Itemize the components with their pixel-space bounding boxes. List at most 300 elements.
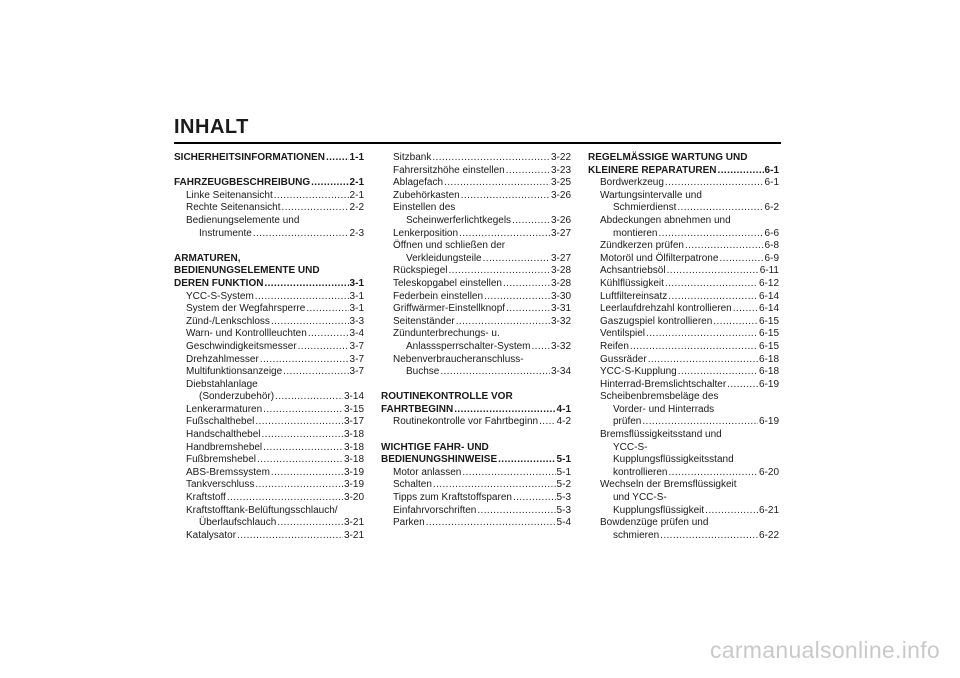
toc-entry-title: Zubehörkasten xyxy=(393,189,460,201)
toc-entry-title: Lenkerarmaturen xyxy=(186,403,263,415)
toc-entry[interactable] xyxy=(381,215,571,228)
toc-entry[interactable] xyxy=(174,391,364,404)
toc-entry-title: Multifunktionsanzeige xyxy=(186,366,283,378)
dot-leader xyxy=(282,202,349,215)
toc-page-number: 3-7 xyxy=(349,353,364,365)
toc-section-heading xyxy=(381,391,571,404)
toc-page-number: 3-7 xyxy=(349,340,364,352)
toc-entry-title: Griffwärmer-Einstellknopf xyxy=(393,303,506,315)
dot-leader xyxy=(432,152,550,165)
toc-entry-title: Seitenständer xyxy=(393,315,455,327)
toc-entry xyxy=(588,492,779,505)
toc-page-number: 3-7 xyxy=(349,366,364,378)
toc-page-number: 3-34 xyxy=(550,366,571,378)
dot-leader xyxy=(271,467,343,480)
dot-leader xyxy=(308,328,349,341)
toc-entry-title: Kupplungsflüssigkeit xyxy=(613,504,705,516)
toc-page-number: 3-19 xyxy=(343,479,364,491)
toc-page-number: 6-22 xyxy=(758,529,779,541)
toc-entry[interactable] xyxy=(174,404,364,417)
dot-leader xyxy=(274,190,349,203)
toc-entry[interactable] xyxy=(588,366,779,379)
toc-page-number: 3-32 xyxy=(550,315,571,327)
toc-entry-title: Zündkerzen prüfen xyxy=(600,240,684,252)
toc-entry-title: Luftfiltereinsatz xyxy=(600,290,668,302)
toc-entry[interactable] xyxy=(174,291,364,304)
toc-page-number: 6-19 xyxy=(758,416,779,428)
dot-leader xyxy=(713,316,758,329)
toc-page-number: 3-27 xyxy=(550,227,571,239)
toc-page-number: 3-26 xyxy=(550,189,571,201)
toc-section-heading xyxy=(174,265,364,278)
toc-entry[interactable] xyxy=(381,165,571,178)
toc-entry[interactable] xyxy=(174,517,364,530)
dot-leader xyxy=(326,152,349,165)
toc-entry-title: Fußschalthebel xyxy=(186,416,255,428)
toc-entry-title: Hinterrad-Bremslichtschalter xyxy=(600,378,727,390)
dot-leader xyxy=(311,177,348,190)
toc-page-number: 6-1 xyxy=(764,164,779,176)
toc-entry-title: Linke Seitenansicht xyxy=(186,189,273,201)
toc-page-number: 5-1 xyxy=(556,466,571,478)
toc-entry xyxy=(588,454,779,467)
dot-leader xyxy=(462,467,555,480)
toc-page-number: 6-1 xyxy=(764,177,779,189)
toc-entry-title: Bordwerkzeug xyxy=(600,177,664,189)
toc-entry[interactable] xyxy=(588,530,779,543)
section-spacer xyxy=(174,165,364,178)
toc-entry[interactable] xyxy=(588,354,779,367)
section-spacer xyxy=(174,240,364,253)
toc-entry-title: Schalten xyxy=(393,479,432,491)
dot-leader xyxy=(237,530,343,543)
toc-entry xyxy=(174,505,364,518)
toc-entry-title: Diebstahlanlage xyxy=(186,378,258,390)
toc-entry xyxy=(381,240,571,253)
toc-entry-title: Abdeckungen abnehmen und xyxy=(600,214,731,226)
toc-entry[interactable] xyxy=(381,190,571,203)
toc-entry-title: YCC-S-Kupplung xyxy=(600,366,677,378)
toc-entry[interactable] xyxy=(174,328,364,341)
toc-entry[interactable] xyxy=(174,202,364,215)
toc-entry-title: BEDIENUNGSHINWEISE xyxy=(381,454,498,466)
toc-entry xyxy=(588,429,779,442)
dot-leader xyxy=(658,228,763,241)
toc-page-number: 6-18 xyxy=(758,353,779,365)
toc-entry[interactable] xyxy=(381,366,571,379)
toc-page-number: 3-27 xyxy=(550,252,571,264)
toc-entry-title: Warn- und Kontrollleuchten xyxy=(186,328,307,340)
toc-entry xyxy=(588,215,779,228)
toc-entry-title: System der Wegfahrsperre xyxy=(186,303,306,315)
toc-entry[interactable] xyxy=(588,240,779,253)
toc-page-number: 4-2 xyxy=(556,416,571,428)
toc-entry[interactable] xyxy=(381,152,571,165)
toc-entry-title: Handbremshebel xyxy=(186,441,263,453)
toc-entry-title: Scheinwerferlichtkegels xyxy=(406,214,512,226)
toc-entry-title: Wartungsintervalle und xyxy=(600,189,702,201)
toc-entry-title: Bowdenzüge prüfen und xyxy=(600,517,709,529)
toc-page-number: 5-4 xyxy=(556,517,571,529)
toc-entry[interactable] xyxy=(174,429,364,442)
toc-section-heading xyxy=(174,253,364,266)
toc-entry xyxy=(381,328,571,341)
toc-page-number: 6-11 xyxy=(759,265,779,277)
dot-leader xyxy=(668,467,758,480)
toc-entry-title: Anlasssperrschalter-System xyxy=(406,340,531,352)
toc-page-number: 6-6 xyxy=(764,227,779,239)
toc-entry-title: ABS-Bremssystem xyxy=(186,466,270,478)
toc-entry-title: Motoröl und Ölfilterpatrone xyxy=(600,252,719,264)
toc-page-number: 3-18 xyxy=(343,441,364,453)
toc-entry-title: Instrumente xyxy=(199,227,252,239)
toc-page-number: 3-32 xyxy=(550,340,571,352)
toc-section-heading[interactable] xyxy=(174,278,364,291)
toc-page-number: 6-12 xyxy=(758,277,779,289)
toc-section-heading[interactable] xyxy=(588,165,779,178)
dot-leader xyxy=(733,303,758,316)
toc-page-number: 3-1 xyxy=(349,303,364,315)
toc-entry[interactable] xyxy=(381,303,571,316)
toc-entry-title: Rückspiegel xyxy=(393,265,448,277)
dot-leader xyxy=(667,265,759,278)
toc-entry xyxy=(588,479,779,492)
toc-entry[interactable] xyxy=(381,341,571,354)
toc-entry-title: Öffnen und schließen der xyxy=(393,240,506,252)
toc-entry-title: Fahrersitzhöhe einstellen xyxy=(393,164,505,176)
toc-page-number: 6-14 xyxy=(758,290,779,302)
toc-entry[interactable] xyxy=(381,479,571,492)
toc-entry[interactable] xyxy=(381,291,571,304)
toc-entry-title: Ventilspiel xyxy=(600,328,646,340)
toc-entry-title: Leerlaufdrehzahl kontrollieren xyxy=(600,303,732,315)
dot-leader xyxy=(461,190,550,203)
dot-leader xyxy=(263,404,343,417)
toc-entry-title: Ablagefach xyxy=(393,177,444,189)
toc-entry[interactable] xyxy=(381,253,571,266)
toc-entry xyxy=(174,215,364,228)
toc-entry-title: Nebenverbraucheranschluss- xyxy=(393,353,524,365)
toc-entry-title: Drehzahlmesser xyxy=(186,353,259,365)
toc-entry-title: Teleskopgabel einstellen xyxy=(393,277,502,289)
toc-page-number: 3-28 xyxy=(550,265,571,277)
dot-leader xyxy=(255,479,343,492)
toc-entry[interactable] xyxy=(174,190,364,203)
toc-page-number: 3-28 xyxy=(550,277,571,289)
dot-leader xyxy=(253,228,349,241)
dot-leader xyxy=(277,517,343,530)
toc-entry[interactable] xyxy=(588,278,779,291)
toc-entry-title: Verkleidungsteile xyxy=(406,252,482,264)
toc-section-heading xyxy=(588,152,779,165)
dot-leader xyxy=(454,404,555,417)
toc-entry[interactable] xyxy=(174,416,364,429)
toc-entry[interactable] xyxy=(588,328,779,341)
toc-entry[interactable] xyxy=(381,517,571,530)
toc-entry-title: Zündunterbrechungs- u. xyxy=(393,328,500,340)
toc-entry-title: Einstellen des xyxy=(393,202,456,214)
toc-entry[interactable] xyxy=(174,479,364,492)
toc-entry-title: YCC-S- xyxy=(613,441,648,453)
toc-entry-title: Katalysator xyxy=(186,529,237,541)
toc-page-number: 3-26 xyxy=(550,214,571,226)
toc-page-number: 6-15 xyxy=(758,328,779,340)
dot-leader xyxy=(306,303,348,316)
toc-page-number: 3-23 xyxy=(550,164,571,176)
dot-leader xyxy=(665,278,758,291)
toc-entry-title: YCC-S-System xyxy=(186,290,254,302)
toc-entry-title: Bremsflüssigkeitsstand und xyxy=(600,429,722,441)
toc-entry-title: Schmierdienst xyxy=(613,202,677,214)
dot-leader xyxy=(275,391,343,404)
toc-entry-title: Achsantriebsöl xyxy=(600,265,666,277)
toc-entry-title: Gussräder xyxy=(600,353,647,365)
toc-entry[interactable] xyxy=(588,379,779,392)
toc-entry-title: DEREN FUNKTION xyxy=(174,277,264,289)
toc-entry xyxy=(174,379,364,392)
toc-page-number: 6-9 xyxy=(764,252,779,264)
toc-page-number: 3-14 xyxy=(343,391,364,403)
toc-page-number: 3-1 xyxy=(349,290,364,302)
toc-page-number: 3-17 xyxy=(343,416,364,428)
toc-entry[interactable] xyxy=(588,228,779,241)
toc-entry[interactable] xyxy=(381,228,571,241)
toc-entry[interactable] xyxy=(588,303,779,316)
toc-entry[interactable] xyxy=(588,253,779,266)
toc-page-number: 5-3 xyxy=(556,492,571,504)
toc-entry[interactable] xyxy=(588,416,779,429)
toc-entry-title: KLEINERE REPARATUREN xyxy=(588,164,717,176)
toc-entry[interactable] xyxy=(174,303,364,316)
toc-entry-title: Lenkerposition xyxy=(393,227,459,239)
toc-entry-title: (Sonderzubehör) xyxy=(199,391,275,403)
title-rule xyxy=(174,142,781,144)
toc-entry-title: REGELMÄSSIGE WARTUNG UND xyxy=(588,152,748,163)
toc-page-number: 6-15 xyxy=(758,340,779,352)
section-spacer xyxy=(381,379,571,392)
dot-leader xyxy=(539,416,555,429)
toc-entry[interactable] xyxy=(174,316,364,329)
toc-entry[interactable] xyxy=(381,505,571,518)
toc-entry xyxy=(381,354,571,367)
toc-entry[interactable] xyxy=(588,467,779,480)
dot-leader xyxy=(283,366,348,379)
toc-entry[interactable] xyxy=(174,228,364,241)
toc-entry-title: schmieren xyxy=(613,529,660,541)
toc-entry[interactable] xyxy=(381,265,571,278)
toc-entry[interactable] xyxy=(174,442,364,455)
dot-leader xyxy=(648,354,758,367)
dot-leader xyxy=(665,177,764,190)
toc-entry-title: Handschalthebel xyxy=(186,429,261,441)
dot-leader xyxy=(506,303,550,316)
toc-entry[interactable] xyxy=(381,492,571,505)
toc-entry-title: Kraftstoff xyxy=(186,492,226,504)
toc-page-number: 6-20 xyxy=(758,466,779,478)
toc-entry[interactable] xyxy=(588,202,779,215)
toc-entry-title: Kupplungsflüssigkeitsstand xyxy=(613,454,734,466)
toc-entry[interactable] xyxy=(381,316,571,329)
dot-leader xyxy=(503,278,550,291)
toc-entry-title: Wechseln der Bremsflüssigkeit xyxy=(600,479,737,491)
toc-page-number: 3-31 xyxy=(550,303,571,315)
toc-entry[interactable] xyxy=(174,492,364,505)
toc-section-heading[interactable] xyxy=(174,152,364,165)
toc-page-number: 4-1 xyxy=(556,403,571,415)
toc-page-number: 6-8 xyxy=(764,240,779,252)
toc-entry-title: Fußbremshebel xyxy=(186,454,257,466)
toc-page-number: 6-2 xyxy=(764,202,779,214)
toc-entry-title: Routinekontrolle vor Fahrtbeginn xyxy=(393,416,539,428)
toc-page-number: 2-1 xyxy=(349,189,364,201)
toc-entry[interactable] xyxy=(174,467,364,480)
dot-leader xyxy=(719,253,763,266)
toc-entry-title: Einfahrvorschriften xyxy=(393,504,477,516)
toc-page-number: 6-19 xyxy=(758,378,779,390)
toc-section-heading[interactable] xyxy=(381,454,571,467)
toc-page-number: 3-21 xyxy=(343,517,364,529)
toc-page-number: 6-14 xyxy=(758,303,779,315)
toc-entry-title: Federbein einstellen xyxy=(393,290,484,302)
toc-page-number: 3-3 xyxy=(349,315,364,327)
toc-entry-title: Buchse xyxy=(406,366,440,378)
dot-leader xyxy=(483,253,550,266)
dot-leader xyxy=(433,479,556,492)
toc-entry-title: Sitzbank xyxy=(393,152,432,163)
toc-page-number: 5-3 xyxy=(556,504,571,516)
toc-entry-title: Scheibenbremsbeläge des xyxy=(600,391,719,403)
toc-entry[interactable] xyxy=(381,278,571,291)
toc-page-number: 3-15 xyxy=(343,403,364,415)
dot-leader xyxy=(512,215,550,228)
section-spacer xyxy=(381,429,571,442)
toc-entry-title: Bedienungselemente und xyxy=(186,214,300,226)
dot-leader xyxy=(498,454,555,467)
toc-entry-title: Kraftstofftank-Belüftungsschlauch/ xyxy=(186,504,338,516)
toc-column-3 xyxy=(588,152,779,542)
dot-leader xyxy=(705,505,758,518)
toc-page-number: 6-18 xyxy=(758,366,779,378)
dot-leader xyxy=(718,165,764,178)
dot-leader xyxy=(646,328,758,341)
toc-entry-title: prüfen xyxy=(613,416,642,428)
toc-page-number: 3-20 xyxy=(343,492,364,504)
dot-leader xyxy=(513,492,556,505)
dot-leader xyxy=(263,442,343,455)
toc-entry[interactable] xyxy=(588,316,779,329)
toc-page-number: 6-21 xyxy=(758,504,779,516)
toc-entry-title: FAHRTBEGINN xyxy=(381,403,454,415)
toc-entry xyxy=(381,202,571,215)
dot-leader xyxy=(262,429,343,442)
toc-page-number: 5-2 xyxy=(556,479,571,491)
toc-entry-title: und YCC-S- xyxy=(613,492,667,504)
toc-entry-title: montieren xyxy=(613,227,658,239)
toc-page-number: 3-25 xyxy=(550,177,571,189)
toc-page-number: 3-1 xyxy=(349,277,364,289)
toc-page-number: 1-1 xyxy=(349,152,364,163)
toc-entry[interactable] xyxy=(588,341,779,354)
toc-entry-title: BEDIENUNGSELEMENTE UND xyxy=(174,265,320,277)
toc-page-number: 3-22 xyxy=(550,152,571,163)
toc-page-number: 3-4 xyxy=(349,328,364,340)
toc-entry[interactable] xyxy=(381,467,571,480)
toc-entry[interactable] xyxy=(588,291,779,304)
toc-column-2 xyxy=(381,152,571,530)
toc-entry-title: Überlaufschlauch xyxy=(199,517,277,529)
toc-entry xyxy=(588,391,779,404)
dot-leader xyxy=(484,291,550,304)
toc-entry xyxy=(588,442,779,455)
toc-page-number: 3-18 xyxy=(343,454,364,466)
dot-leader xyxy=(444,177,550,190)
toc-entry-title: Parken xyxy=(393,517,425,529)
toc-entry-title: Geschwindigkeitsmesser xyxy=(186,340,297,352)
toc-entry[interactable] xyxy=(381,416,571,429)
toc-page-number: 2-1 xyxy=(349,177,364,189)
toc-section-heading[interactable] xyxy=(381,404,571,417)
toc-entry[interactable] xyxy=(588,177,779,190)
dot-leader xyxy=(660,530,758,543)
toc-entry xyxy=(588,404,779,417)
toc-entry-title: WICHTIGE FAHR- UND xyxy=(381,441,489,453)
dot-leader xyxy=(426,517,556,530)
toc-column-1 xyxy=(174,152,364,542)
dot-leader xyxy=(440,366,550,379)
toc-entry-title: Gaszugspiel kontrollieren xyxy=(600,315,713,327)
toc-page-number: 3-19 xyxy=(343,466,364,478)
toc-entry[interactable] xyxy=(174,530,364,543)
toc-entry-title: Reifen xyxy=(600,340,629,352)
dot-leader xyxy=(271,316,349,329)
toc-entry-title: Kühlflüssigkeit xyxy=(600,277,664,289)
watermark: carmanualsonline.info xyxy=(709,637,940,663)
dot-leader xyxy=(677,202,763,215)
dot-leader xyxy=(685,240,764,253)
dot-leader xyxy=(630,341,758,354)
toc-page-number: 3-21 xyxy=(343,529,364,541)
toc-entry[interactable] xyxy=(174,454,364,467)
toc-section-heading[interactable] xyxy=(174,177,364,190)
toc-page-number: 6-15 xyxy=(758,315,779,327)
toc-entry[interactable] xyxy=(588,505,779,518)
toc-entry-title: Motor anlassen xyxy=(393,466,462,478)
page-title: INHALT xyxy=(174,116,249,138)
dot-leader xyxy=(227,492,343,505)
toc-entry-title: ARMATUREN, xyxy=(174,252,241,264)
dot-leader xyxy=(459,228,550,241)
dot-leader xyxy=(506,165,550,178)
dot-leader xyxy=(727,379,758,392)
toc-entry-title: ROUTINEKONTROLLE VOR xyxy=(381,391,513,403)
toc-entry[interactable] xyxy=(174,354,364,367)
toc-entry[interactable] xyxy=(588,265,779,278)
dot-leader xyxy=(255,291,349,304)
toc-entry-title: Tipps zum Kraftstoffsparen xyxy=(393,492,512,504)
toc-entry-title: kontrollieren xyxy=(613,466,668,478)
toc-page-number: 3-30 xyxy=(550,290,571,302)
dot-leader xyxy=(255,416,343,429)
toc-entry[interactable] xyxy=(381,177,571,190)
toc-entry[interactable] xyxy=(174,366,364,379)
dot-leader xyxy=(477,505,555,518)
toc-entry xyxy=(588,190,779,203)
toc-page-number: 2-3 xyxy=(349,227,364,239)
dot-leader xyxy=(298,341,349,354)
toc-entry-title: Rechte Seitenansicht xyxy=(186,202,281,214)
toc-entry[interactable] xyxy=(174,341,364,354)
toc-page-number: 2-2 xyxy=(349,202,364,214)
